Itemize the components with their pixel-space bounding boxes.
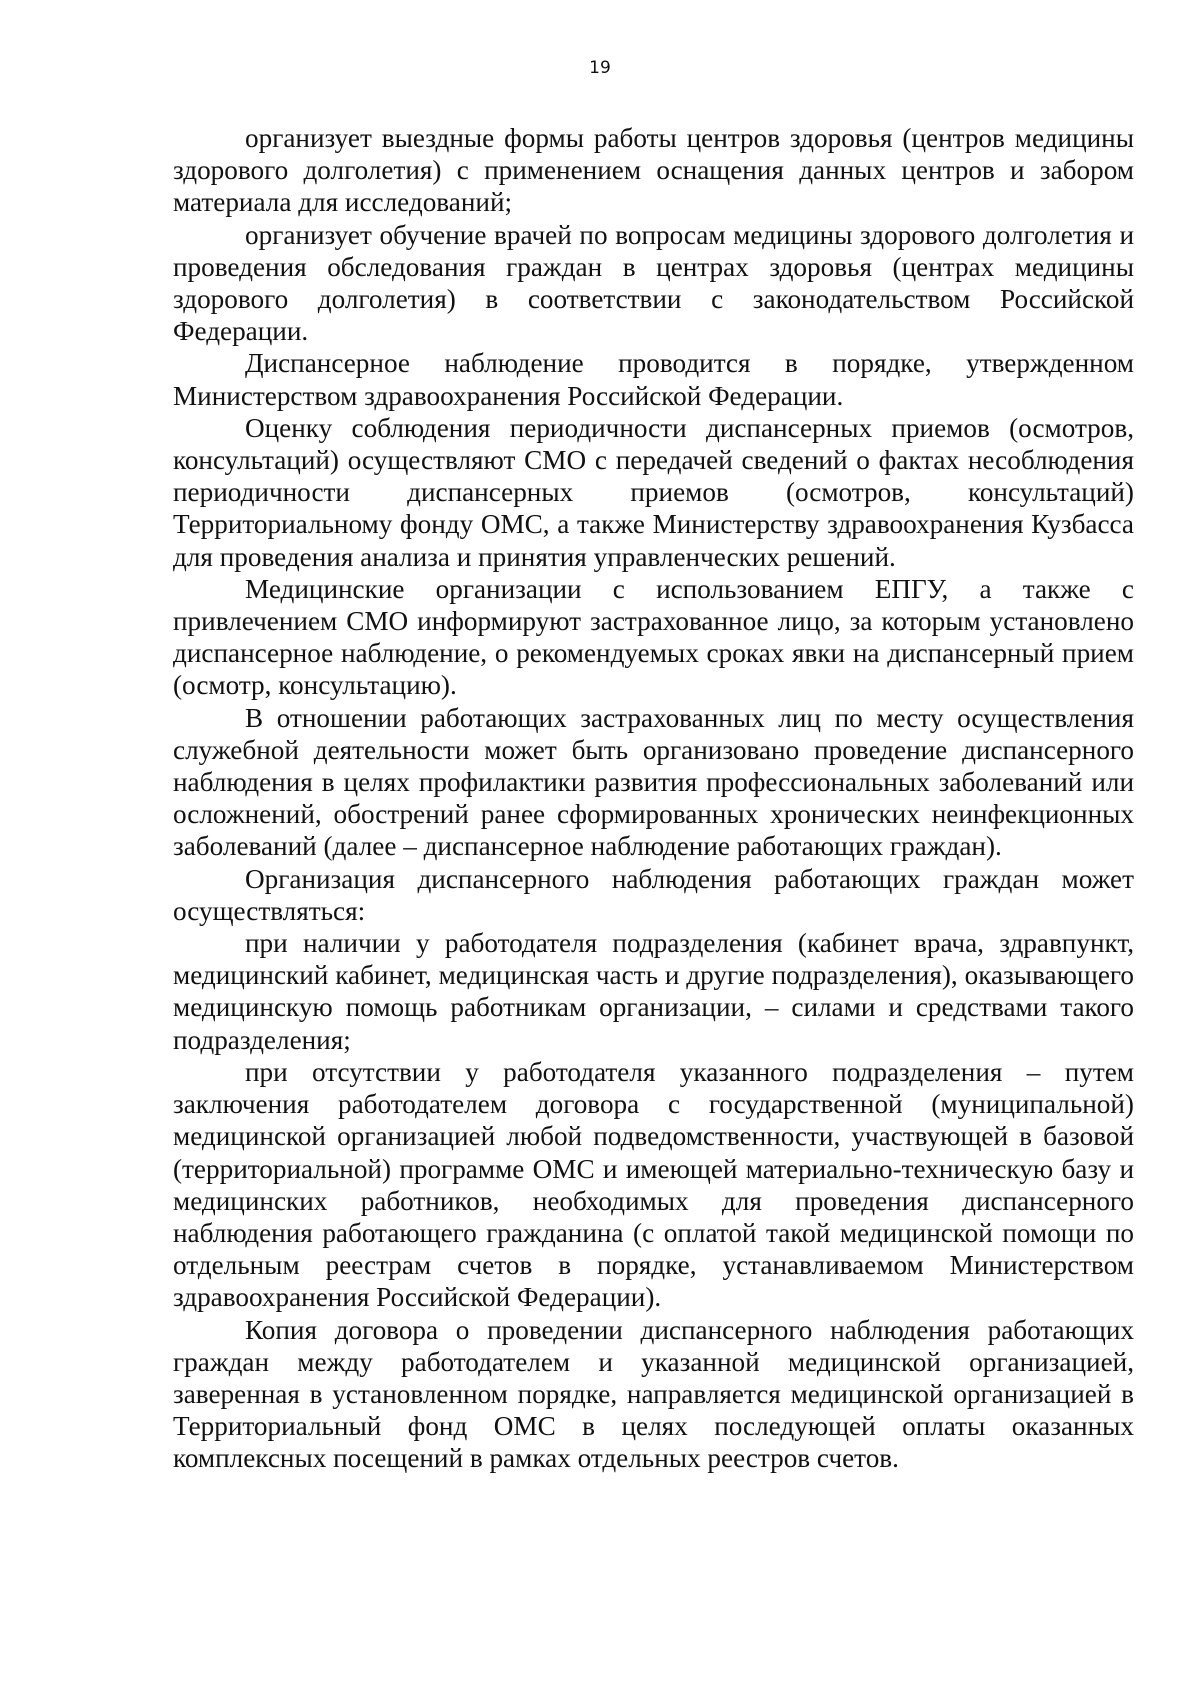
paragraph: Организация диспансерного наблюдения работающих граждан может осуществляться: xyxy=(173,863,1134,926)
paragraph: В отношении работающих застрахованных лиц по месту осуществления служебной деятельности может быть организовано проведение диспансерного наблюдения в целях профилактики развития профессиональных заболеваний или осложнений, обострений ранее сформированных хронических неинфекционных заболеваний (далее – диспансерное наблюдение работающих граждан). xyxy=(173,702,1134,862)
paragraph: при наличии у работодателя подразделения (кабинет врача, здравпункт, медицинский кабинет, медицинская часть и другие подразделения), оказывающего медицинскую помощь работникам организации, – силами и средствами такого подразделения; xyxy=(173,928,1134,1055)
paragraph: организует выездные формы работы центров здоровья (центров медицины здорового долголетия) с применением оснащения данных центров и забором материала для исследований; xyxy=(173,123,1134,218)
paragraph: Диспансерное наблюдение проводится в порядке, утвержденном Министерством здравоохранения Российской Федерации. xyxy=(173,348,1134,411)
paragraph: организует обучение врачей по вопросам медицины здорового долголетия и проведения обследования граждан в центрах здоровья (центрах медицины здорового долголетия) в соответствии с законодательством Российской Федерации. xyxy=(173,219,1134,347)
paragraph: Оценку соблюдения периодичности диспансерных приемов (осмотров, консультаций) осуществляют СМО с передачей сведений о фактах несоблюдения периодичности диспансерных приемов (осмотров, консультаций) Территориальному фонду ОМС, а также Министерству здравоохранения Кузбасса для проведения анализа и принятия управленческих решений. xyxy=(173,412,1134,572)
document-body xyxy=(173,122,1134,1475)
page-number: 19 xyxy=(589,58,611,78)
paragraph: Медицинские организации с использованием ЕПГУ, а также с привлечением СМО информируют застрахованное лицо, за которым установлено диспансерное наблюдение, о рекомендуемых сроках явки на диспансерный прием (осмотр, консультацию). xyxy=(173,573,1134,701)
paragraph: при отсутствии у работодателя указанного подразделения – путем заключения работодателем договора с государственной (муниципальной) медицинской организацией любой подведомственности, участвующей в базовой (территориальной) программе ОМС и имеющей материально-техническую базу и медицинских работников, необходимых для проведения диспансерного наблюдения работающего гражданина (с оплатой такой медицинской помощи по отдельным реестрам счетов в порядке, устанавливаемом Министерством здравоохранения Российской Федерации). xyxy=(173,1056,1134,1313)
paragraph: Копия договора о проведении диспансерного наблюдения работающих граждан между работодателем и указанной медицинской организацией, заверенная в установленном порядке, направляется медицинской организацией в Территориальный фонд ОМС в целях последующей оплаты оказанных комплексных посещений в рамках отдельных реестров счетов. xyxy=(173,1314,1134,1474)
